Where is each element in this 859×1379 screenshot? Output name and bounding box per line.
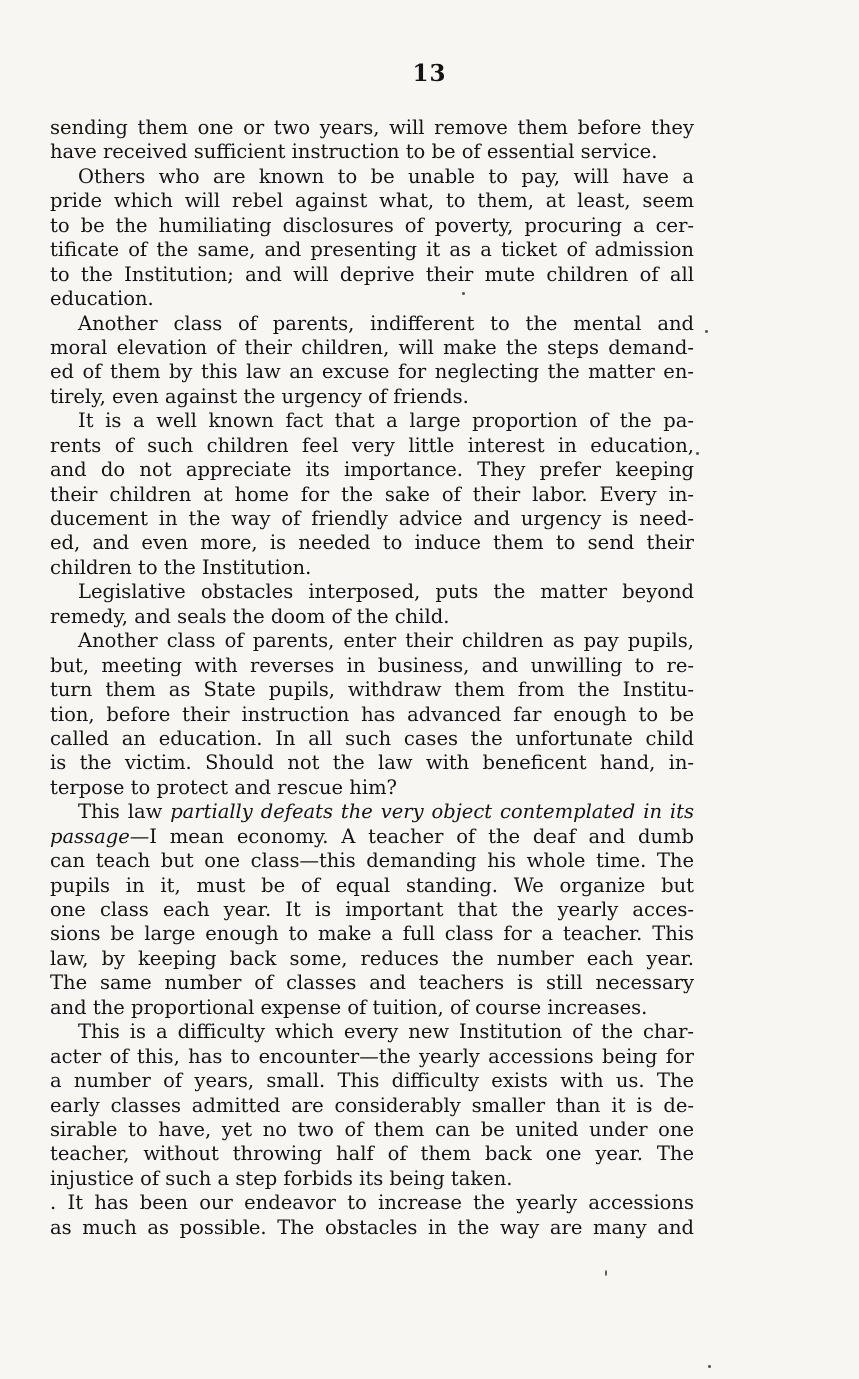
print-speck <box>705 330 708 333</box>
text-line: teacher, without throwing half of them back one year. The <box>50 1142 694 1166</box>
text-line: tificate of the same, and presenting it as a ticket of admission <box>50 238 694 262</box>
text-line: to be the humiliating disclosures of poverty, procuring a cer- <box>50 213 694 237</box>
text-line: their children at home for the sake of their labor. Every in- <box>50 482 694 506</box>
text-line: Others who are known to be unable to pay, will have a <box>78 164 694 188</box>
text-line: It is a well known fact that a large proportion of the pa- <box>78 409 694 433</box>
text-line: pupils in it, must be of equal standing. We organize but <box>50 873 694 897</box>
text-line: terpose to protect and rescue him? <box>50 775 398 799</box>
print-speck <box>462 292 465 295</box>
text-line: a number of years, small. This difficulty exists with us. The <box>50 1069 694 1093</box>
text-run: —I mean economy. A teacher of the deaf and dumb <box>129 824 694 848</box>
text-line: turn them as State pupils, withdraw them from the Institu- <box>50 678 694 702</box>
text-line: as much as possible. The obstacles in the way are many and <box>50 1215 694 1239</box>
text-run: This law <box>78 800 171 824</box>
print-speck <box>696 452 699 455</box>
text-line: Another class of parents, enter their children as pay pupils, <box>78 629 694 653</box>
text-line: education. <box>50 287 154 311</box>
page-number: 13 <box>412 60 447 87</box>
text-line: one class each year. It is important that the yearly acces- <box>50 898 694 921</box>
text-line: early classes admitted are considerably smaller than it is de- <box>50 1093 694 1117</box>
print-speck <box>708 1365 711 1368</box>
text-line: children to the Institution. <box>50 555 312 579</box>
text-line: remedy, and seals the doom of the child. <box>50 604 450 628</box>
text-line <box>50 825 694 849</box>
text-line: sending them one or two years, will remove them before they <box>50 116 694 139</box>
text-line: This is a difficulty which every new Institution of the char- <box>78 1020 694 1044</box>
print-speck <box>605 1270 607 1276</box>
text-line: can teach but one class—this demanding his whole time. The <box>50 849 694 873</box>
text-line: moral elevation of their children, will make the steps demand- <box>50 335 694 359</box>
text-line: sirable to have, yet no two of them can be united under one <box>50 1117 694 1141</box>
italic-run: partially defeats the very object contemplated in its <box>170 800 694 824</box>
text-line: Legislative obstacles interposed, puts the matter beyond <box>78 580 694 604</box>
text-line: tion, before their instruction has advanced far enough to be <box>50 702 694 726</box>
text-line: The same number of classes and teachers is still necessary <box>50 971 694 995</box>
text-line: ed, and even more, is needed to induce them to send their <box>50 531 694 555</box>
text-line: Another class of parents, indifferent to the mental and <box>78 311 694 335</box>
text-line: acter of this, has to encounter—the yearly accessions being for <box>50 1044 694 1068</box>
text-line: tirely, even against the urgency of friends. <box>50 384 469 408</box>
text-line: pride which will rebel against what, to them, at least, seem <box>50 189 694 213</box>
body-text <box>50 116 694 1240</box>
text-line: is the victim. Should not the law with beneficent hand, in- <box>50 751 694 775</box>
text-line: law, by keeping back some, reduces the number each year. <box>50 946 694 970</box>
text-line: to the Institution; and will deprive their mute children of all <box>50 262 694 286</box>
text-line: sions be large enough to make a full class for a teacher. This <box>50 922 694 946</box>
text-line: rents of such children feel very little interest in education, <box>50 433 694 457</box>
italic-run: passage <box>50 824 130 848</box>
text-line: called an education. In all such cases the unfortunate child <box>50 726 694 750</box>
text-line: and do not appreciate its importance. They prefer keeping <box>50 458 694 482</box>
text-line: but, meeting with reverses in business, and unwilling to re- <box>50 653 694 677</box>
text-line: . It has been our endeavor to increase the yearly accessions <box>50 1191 694 1215</box>
text-line: ed of them by this law an excuse for neglecting the matter en- <box>50 360 694 384</box>
text-line: ducement in the way of friendly advice and urgency is need- <box>50 507 694 530</box>
text-line: injustice of such a step forbids its being taken. <box>50 1166 513 1190</box>
text-line: have received sufficient instruction to be of essential service. <box>50 140 658 164</box>
text-line <box>50 800 694 824</box>
text-line: and the proportional expense of tuition, of course increases. <box>50 995 648 1019</box>
